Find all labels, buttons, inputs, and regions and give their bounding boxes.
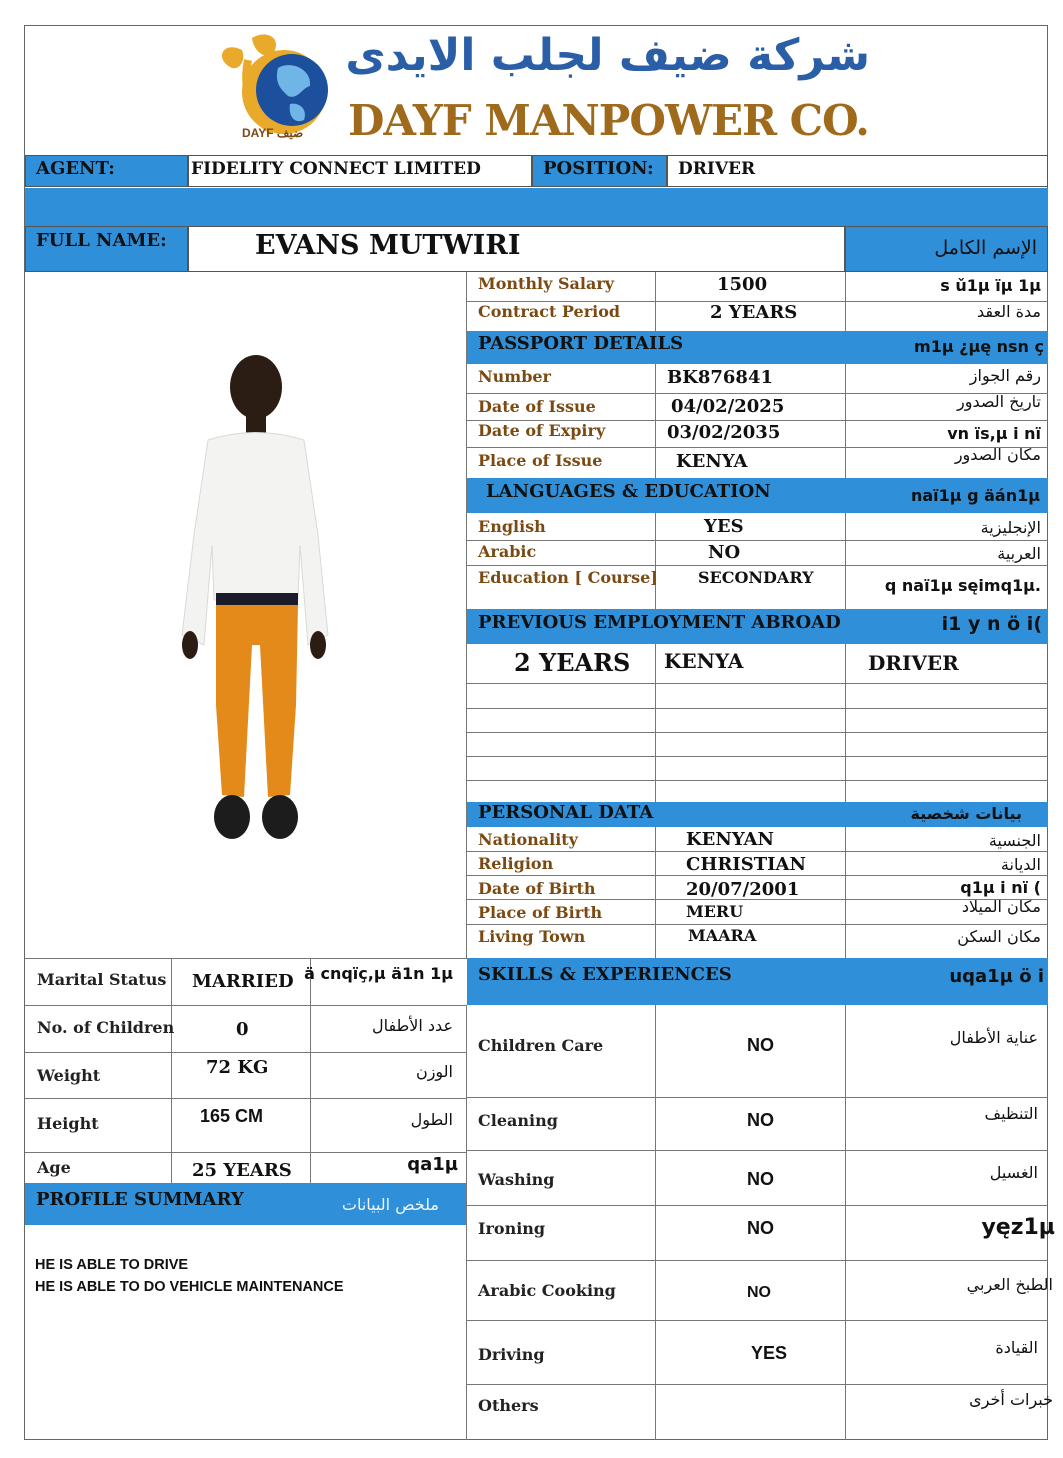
passport-number-value: BK876841 (667, 367, 774, 388)
candidate-photo (168, 345, 343, 845)
contract-label: Contract Period (478, 302, 621, 321)
left-col2 (171, 958, 172, 1183)
skill-washing-ar: الغسيل (989, 1163, 1038, 1182)
english-value: YES (704, 516, 744, 537)
children-ar: عدد الأطفال (371, 1016, 453, 1035)
skill-cooking-ar: الطبخ العربي (966, 1275, 1053, 1294)
skill-childcare-ar: عناية الأطفال (949, 1028, 1038, 1047)
skill-cleaning-value: NO (747, 1110, 774, 1130)
divider (466, 1150, 1048, 1151)
languages-header (467, 478, 1048, 513)
divider (466, 875, 1048, 876)
skill-ironing-ar: yęz1µ (981, 1215, 1055, 1240)
skills-ar: uqa1µ ö i (949, 966, 1044, 987)
dob-label: Date of Birth (478, 879, 596, 898)
divider (25, 1005, 467, 1006)
divider (466, 1097, 1048, 1098)
profile-line-1: HE IS ABLE TO DRIVE (35, 1257, 189, 1273)
birthplace-label: Place of Birth (478, 903, 603, 922)
contract-value: 2 YEARS (710, 302, 798, 323)
skill-childcare-label: Children Care (478, 1036, 604, 1055)
contract-ar: مدة العقد (977, 302, 1041, 321)
divider (466, 780, 1048, 781)
position-value: DRIVER (678, 159, 756, 179)
issue-place-ar: مكان الصدور (954, 445, 1041, 464)
salary-value: 1500 (717, 274, 768, 295)
fullname-value-cell (188, 226, 845, 272)
english-ar: الإنجليزية (980, 518, 1041, 537)
fullname-ar: الإسم الكامل (934, 237, 1037, 259)
divider (466, 1320, 1048, 1321)
birthplace-value: MERU (686, 902, 744, 921)
education-label: Education [ Course] (478, 568, 658, 587)
passport-number-ar: رقم الجواز (969, 366, 1041, 385)
fullname-label-cell (25, 226, 188, 272)
skills-col3 (845, 1005, 846, 1440)
nationality-ar: الجنسية (988, 831, 1041, 850)
personal-col3 (845, 827, 846, 958)
skills-left-border (466, 1005, 467, 1440)
skill-driving-ar: القيادة (995, 1338, 1038, 1357)
profile-body (35, 1254, 455, 1298)
languages-col2 (655, 513, 656, 609)
skill-cleaning-label: Cleaning (478, 1111, 558, 1130)
arabic-ar: العربية (997, 544, 1041, 563)
skill-ironing-label: Ironing (478, 1219, 546, 1238)
person-photo-icon (168, 345, 343, 845)
spacer-blue-band (25, 188, 1048, 226)
weight-label: Weight (37, 1066, 101, 1085)
employment-duration: 2 YEARS (514, 648, 631, 677)
dob-ar: ) q1µ i nï (960, 878, 1041, 897)
position-label: POSITION: (543, 158, 654, 179)
agent-value-cell (188, 155, 532, 187)
english-label: English (478, 517, 546, 536)
nationality-value: KENYAN (686, 829, 774, 850)
skills-col2 (655, 1005, 656, 1440)
age-label: Age (37, 1158, 71, 1177)
profile-line-2: HE IS ABLE TO DO VEHICLE MAINTENANCE (35, 1279, 344, 1295)
employment-header (467, 609, 1048, 644)
issue-date-ar: تاريخ الصدور (957, 392, 1041, 411)
company-arabic-name: شركة ضيف لجلب الايدى (345, 30, 870, 81)
skill-others-ar: خبرات أخرى (969, 1390, 1053, 1409)
height-ar: الطول (410, 1110, 453, 1129)
issue-date-value: 04/02/2025 (671, 396, 785, 417)
height-label: Height (37, 1114, 99, 1133)
arabic-value: NO (708, 542, 741, 563)
company-english-name: DAYF MANPOWER CO. (348, 96, 869, 145)
children-value: 0 (236, 1019, 249, 1040)
divider (466, 683, 1048, 684)
left-table-top (25, 958, 467, 959)
divider (466, 565, 1048, 566)
skills-header (467, 958, 1048, 1005)
divider (466, 924, 1048, 925)
skill-others-label: Others (478, 1396, 539, 1415)
agent-label-cell (25, 155, 188, 187)
passport-col3 (845, 364, 846, 478)
divider (466, 1205, 1048, 1206)
employment-col3 (845, 644, 846, 802)
skill-cooking-label: Arabic Cooking (478, 1281, 616, 1300)
personal-ar: بيانات شخصية (910, 804, 1022, 823)
employment-ar: )i1 y n ö i (941, 613, 1042, 635)
passport-header (467, 331, 1048, 364)
languages-ar: naï1µ g äán1µ (910, 486, 1040, 505)
fullname-ar-cell (845, 226, 1048, 272)
livingtown-ar: مكان السكن (957, 927, 1041, 946)
weight-ar: الوزن (415, 1062, 453, 1081)
employment-country: KENYA (664, 649, 744, 673)
education-ar: .q naï1µ sęimq1µ (884, 576, 1041, 595)
divider (466, 756, 1048, 757)
profile-title: PROFILE SUMMARY (36, 1189, 244, 1210)
weight-value: 72 KG (206, 1057, 269, 1078)
expiry-date-ar: vn ïs,µ i nï (947, 424, 1041, 443)
employment-job: DRIVER (868, 651, 959, 675)
expiry-date-value: 03/02/2035 (667, 422, 781, 443)
divider (25, 1052, 467, 1053)
personal-title: PERSONAL DATA (478, 802, 654, 823)
position-value-cell (667, 155, 1048, 187)
skill-driving-label: Driving (478, 1345, 545, 1364)
skill-cooking-value: NO (747, 1284, 771, 1301)
religion-label: Religion (478, 854, 554, 873)
passport-ar: m1µ ¿µę nsn ç (914, 337, 1044, 356)
skill-cleaning-ar: التنظيف (984, 1104, 1038, 1123)
right-table-col2-divider (655, 272, 656, 332)
personal-header (467, 802, 1048, 827)
employment-col2 (655, 644, 656, 802)
marital-ar: ä cnqïç,µ ä1n 1µ (304, 964, 453, 983)
religion-value: CHRISTIAN (686, 854, 806, 875)
fullname-label: FULL NAME: (36, 230, 167, 251)
salary-ar: s ǔ1µ ïµ 1µ (940, 276, 1041, 295)
divider (25, 1098, 467, 1099)
divider (466, 540, 1048, 541)
skill-childcare-value: NO (747, 1035, 774, 1055)
left-col3 (310, 958, 311, 1183)
skill-driving-value: YES (751, 1343, 788, 1363)
divider (466, 1384, 1048, 1385)
children-label: No. of Children (37, 1018, 175, 1037)
languages-col3 (845, 513, 846, 609)
languages-title: LANGUAGES & EDUCATION (486, 481, 771, 502)
arabic-label: Arabic (478, 542, 537, 561)
skill-washing-value: NO (747, 1169, 774, 1189)
education-value: SECONDARY (698, 568, 814, 587)
age-ar: qa1µ (407, 1154, 458, 1175)
skills-title: SKILLS & EXPERIENCES (478, 964, 732, 985)
livingtown-value: MAARA (688, 926, 757, 945)
agent-value: FIDELITY CONNECT LIMITED (191, 159, 481, 179)
birthplace-ar: مكان الميلاد (961, 897, 1041, 916)
marital-label: Marital Status (37, 970, 167, 989)
passport-col2 (655, 364, 656, 478)
divider (25, 1152, 467, 1153)
nationality-label: Nationality (478, 830, 578, 849)
passport-title: PASSPORT DETAILS (478, 333, 684, 354)
divider (466, 708, 1048, 709)
fullname-value: EVANS MUTWIRI (255, 230, 521, 261)
dob-value: 20/07/2001 (686, 879, 800, 900)
right-table-col3-divider (845, 272, 846, 332)
personal-col2 (655, 827, 656, 958)
employment-title: PREVIOUS EMPLOYMENT ABROAD (478, 612, 841, 633)
height-value: 165 CM (200, 1106, 264, 1126)
divider (466, 732, 1048, 733)
profile-ar: ملخص البيانات (341, 1195, 439, 1214)
profile-header (25, 1183, 467, 1225)
company-logo (212, 30, 332, 145)
expiry-date-label: Date of Expiry (478, 421, 606, 440)
skill-washing-label: Washing (478, 1170, 555, 1189)
logo-text: DAYF ضيف (242, 126, 304, 140)
divider (466, 1260, 1048, 1261)
marital-value: MARRIED (192, 971, 294, 992)
issue-place-value: KENYA (676, 451, 748, 472)
age-value: 25 YEARS (192, 1160, 292, 1181)
issue-place-label: Place of Issue (478, 451, 603, 470)
divider (466, 851, 1048, 852)
position-label-cell (532, 155, 667, 187)
passport-number-label: Number (478, 367, 551, 386)
religion-ar: الديانة (1000, 855, 1041, 874)
issue-date-label: Date of Issue (478, 397, 596, 416)
agent-label: AGENT: (36, 158, 115, 179)
salary-label: Monthly Salary (478, 274, 615, 293)
livingtown-label: Living Town (478, 927, 586, 946)
skill-ironing-value: NO (747, 1218, 774, 1238)
